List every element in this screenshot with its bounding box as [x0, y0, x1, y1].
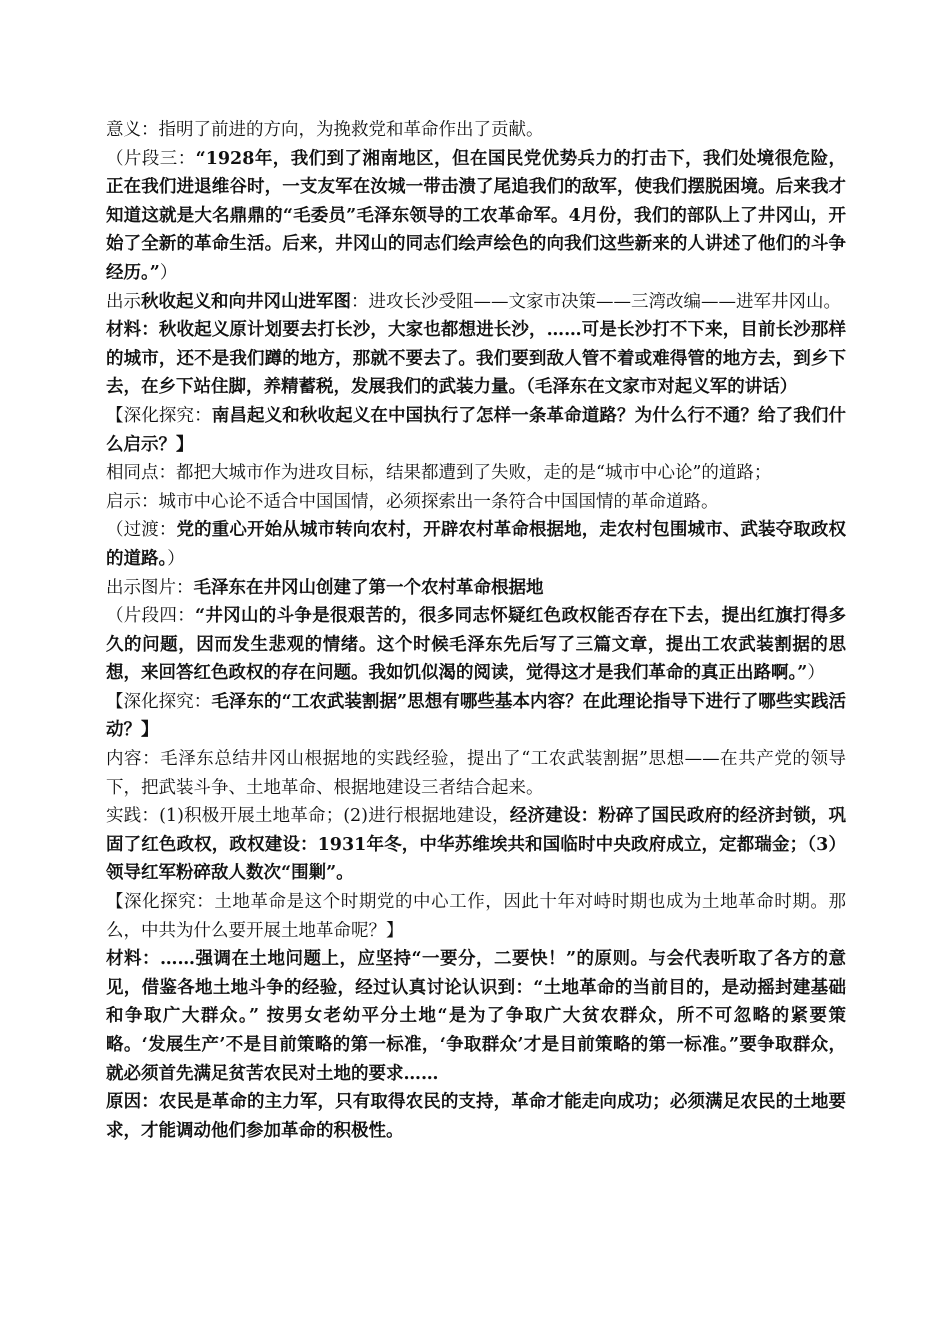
text-run: 【深化探究：	[106, 691, 212, 712]
text-run: （片段四：	[106, 606, 196, 627]
text-run: 经济建设：粉碎了国民政府的经济封锁，巩固了红色政权，政权建设：1931年冬，中华苏维埃共和国临时中央政府成立，定都瑞金；（3）领导红军粉碎敌人数次“围剿”。	[106, 806, 846, 884]
paragraph-p12	[106, 745, 846, 802]
text-run: 材料：秋收起义原计划要去打长沙，大家也都想进长沙，……可是长沙打不下来，目前长沙那样的城市，还不是我们蹲的地方，那就不要去了。我们要到敌人管不着或难得管的地方去，到乡下去，在乡下站住脚，养精蓄税，发展我们的武装力量。（毛泽东在文家市对起义军的讲话）	[106, 320, 846, 398]
paragraph-p13	[106, 802, 846, 888]
text-run: 秋收起义和向井冈山进军图	[141, 291, 351, 312]
paragraph-p9	[106, 574, 846, 603]
paragraph-p8	[106, 516, 846, 573]
text-run: 意义：指明了前进的方向，为挽救党和革命作出了贡献。	[106, 120, 544, 140]
text-run: 相同点：都把大城市作为进攻目标，结果都遭到了失败，走的是“城市中心论”的道路；	[106, 463, 772, 484]
paragraph-p1	[106, 116, 846, 145]
paragraph-p4	[106, 316, 846, 402]
paragraph-p11	[106, 688, 846, 745]
text-run: 内容：毛泽东总结井冈山根据地的实践经验，提出了“工农武装割据”思想——在共产党的领导下，把武装斗争、土地革命、根据地建设三者结合起来。	[106, 749, 846, 798]
text-run: 出示	[106, 291, 141, 312]
text-run: 实践：(1)积极开展土地革命；(2)进行根据地建设，	[106, 806, 510, 827]
text-run: ）	[159, 262, 178, 283]
paragraph-p6	[106, 459, 846, 488]
text-run: （片段三：	[106, 148, 196, 169]
paragraph-p2	[106, 145, 846, 288]
text-run: 党的重心开始从城市转向农村，开辟农村革命根据地，走农村包围城市、武装夺取政权的道路。	[106, 520, 847, 569]
paragraph-p3	[106, 288, 846, 317]
text-run: ）	[167, 548, 185, 569]
paragraph-p16	[106, 1088, 846, 1145]
paragraph-p5	[106, 402, 846, 459]
text-run: ：进攻长沙受阻——文家市决策——三湾改编——进军井冈山。	[351, 291, 841, 312]
text-run: 【深化探究：土地革命是这个时期党的中心工作，因此十年对峙时期也成为土地革命时期。那么，中共为什么要开展土地革命呢？】	[106, 892, 846, 941]
text-run: ）	[807, 663, 825, 684]
text-run: 毛泽东的“工农武装割据”思想有哪些基本内容？在此理论指导下进行了哪些实践活动？】	[106, 691, 846, 741]
paragraph-p14	[106, 888, 846, 945]
document-page	[106, 116, 846, 1145]
text-run: 材料：……强调在土地问题上，应坚持“一要分，二要快！”的原则。与会代表听取了各方的意见，借鉴各地土地斗争的经验，经过认真讨论认识到：“土地革命的当前目的，是动摇封建基础和争取广大群众。” 按男女老幼平分土地“是为了争取广大贫农群众，所不可忽略的紧要策略。‘发展生产’不是目前策略的第一标准，‘争取群众’才是目前策略的第一标准。”要争取群众，就必须首先满足贫苦农民对土地的要求……	[106, 949, 846, 1084]
text-run: 启示：城市中心论不适合中国国情，必须探索出一条符合中国国情的革命道路。	[106, 491, 719, 512]
text-run: “井冈山的斗争是很艰苦的，很多同志怀疑红色政权能否存在下去，提出红旗打得多久的问题，因而发生悲观的情绪。这个时候毛泽东先后写了三篇文章，提出工农武装割据的思想，来回答红色政权的存在问题。我如饥似渴的阅读，觉得这才是我们革命的真正出路啊。”	[106, 606, 846, 684]
paragraph-p10	[106, 602, 846, 688]
text-run: 南昌起义和秋收起义在中国执行了怎样一条革命道路？为什么行不通？给了我们什么启示？】	[106, 405, 846, 455]
paragraph-p7	[106, 488, 846, 517]
paragraph-p15	[106, 945, 846, 1088]
text-run: “1928年，我们到了湘南地区，但在国民党优势兵力的打击下，我们处境很危险，正在我们进退维谷时，一支友军在汝城一带击溃了尾追我们的敌军，使我们摆脱困境。后来我才知道这就是大名鼎鼎的“毛委员”毛泽东领导的工农革命军。4月份，我们的部队上了井冈山，开始了全新的革命生活。后来，井冈山的同志们绘声绘色的向我们这些新来的人讲述了他们的斗争经历。”	[106, 148, 846, 283]
text-run: 【深化探究：	[106, 405, 212, 426]
text-run: 原因：农民是革命的主力军，只有取得农民的支持，革命才能走向成功；必须满足农民的土地要求，才能调动他们参加革命的积极性。	[106, 1092, 846, 1141]
text-run: 毛泽东在井冈山创建了第一个农村革命根据地	[193, 577, 544, 598]
text-run: （过渡：	[106, 520, 177, 541]
text-run: 出示图片：	[106, 577, 194, 598]
